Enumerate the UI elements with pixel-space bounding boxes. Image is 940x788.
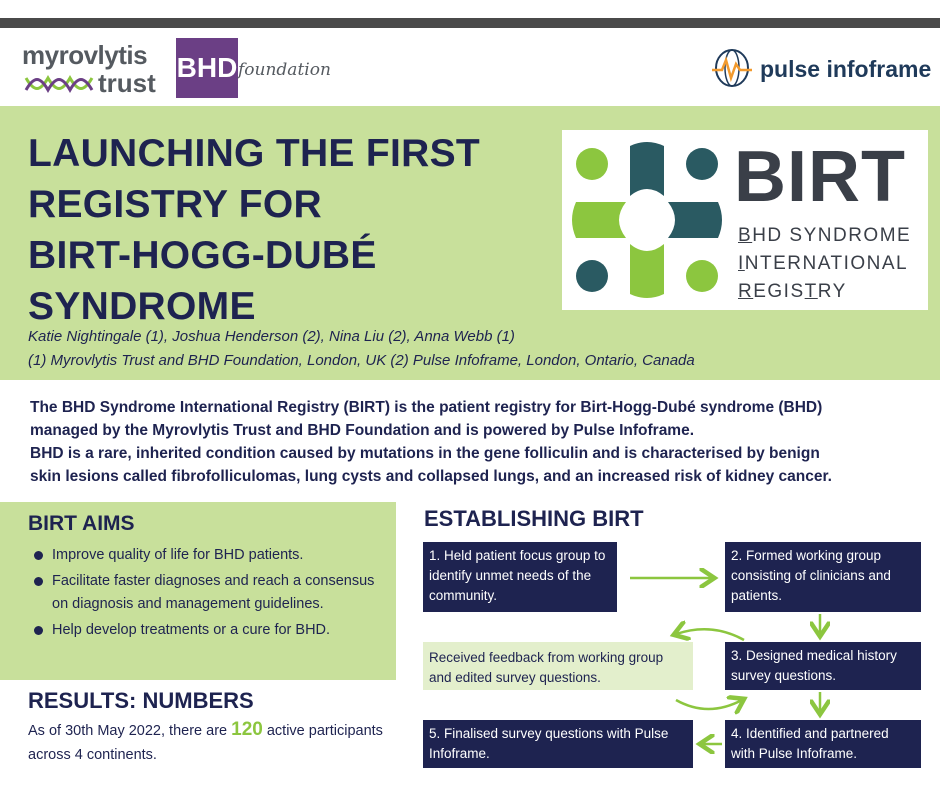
aims-heading: BIRT AIMS: [28, 512, 135, 535]
results-text: [28, 718, 388, 767]
intro-line: managed by the Myrovlytis Trust and BHD Foundation and is powered by Pulse Infoframe.: [30, 422, 695, 439]
intro-line: skin lesions called fibrofolliculomas, lung cysts and collapsed lungs, and an increased risk of kidney cancer.: [30, 468, 832, 485]
dna-icon: [24, 74, 94, 94]
poster-title: [28, 128, 548, 332]
step-3-box: 3. Designed medical history survey questions.: [725, 642, 921, 690]
step-2-box: 2. Formed working group consisting of clinicians and patients.: [725, 542, 921, 612]
aims-list: [32, 544, 392, 645]
myrovlytis-trust-word: trust: [98, 68, 156, 98]
myrovlytis-trust-logo: [22, 38, 167, 98]
bhd-foundation-word: foundation: [238, 60, 331, 80]
aims-list-item: Facilitate faster diagnoses and reach a consensus on diagnosis and management guidelines.: [32, 570, 392, 616]
birt-logo: [562, 130, 928, 310]
arrow-step3-to-feedback: [676, 629, 744, 640]
results-text-after: active participants across 4 continents.: [28, 723, 383, 763]
feedback-box: Received feedback from working group and edited survey questions.: [423, 642, 693, 690]
birt-name-line-2: INTERNATIONAL: [738, 253, 909, 274]
title-line: REGISTRY FOR: [28, 183, 322, 226]
participant-count: 120: [231, 719, 263, 740]
birt-wordmark: BIRT: [734, 137, 906, 217]
pulse-infoframe-wordmark: pulse infoframe: [760, 56, 932, 82]
step-5-box: 5. Finalised survey questions with Pulse Infoframe.: [423, 720, 693, 768]
affiliations-line: (1) Myrovlytis Trust and BHD Foundation, London, UK (2) Pulse Infoframe, London, Ontario, Canada: [28, 352, 695, 369]
intro-line: The BHD Syndrome International Registry (BIRT) is the patient registry for Birt-Hogg-Dubé syndrome (BHD): [30, 399, 823, 416]
results-heading: RESULTS: NUMBERS: [28, 688, 254, 713]
myrovlytis-name: myrovlytis: [22, 40, 148, 70]
step-1-box: 1. Held patient focus group to identify unmet needs of the community.: [423, 542, 617, 612]
title-line: LAUNCHING THE FIRST: [28, 132, 481, 175]
intro-line: BHD is a rare, inherited condition caused by mutations in the gene folliculin and is characterised by benign: [30, 445, 820, 462]
top-border-bar: [0, 18, 940, 28]
intro-paragraph: [30, 396, 930, 488]
authors-line: Katie Nightingale (1), Joshua Henderson (2), Nina Liu (2), Anna Webb (1): [28, 328, 515, 345]
establishing-heading: ESTABLISHING BIRT: [424, 506, 644, 531]
arrow-feedback-to-step3: [676, 700, 742, 709]
birt-name-line-3: REGISTRY: [738, 281, 847, 302]
title-line: BIRT-HOGG-DUBÉ: [28, 234, 377, 277]
pulse-infoframe-logo: [710, 46, 940, 90]
birt-cross-icon: [572, 142, 722, 298]
bhd-foundation-logo: BHD: [176, 38, 238, 98]
aims-list-item: Improve quality of life for BHD patients.: [32, 544, 392, 567]
aims-list-item: Help develop treatments or a cure for BHD.: [32, 619, 392, 642]
step-4-box: 4. Identified and partnered with Pulse Infoframe.: [725, 720, 921, 768]
results-text-before: As of 30th May 2022, there are: [28, 723, 232, 739]
birt-full-name: [738, 222, 911, 306]
pulse-globe-icon: [710, 46, 754, 90]
birt-name-line-1: BHD SYNDROME: [738, 225, 912, 246]
title-line: SYNDROME: [28, 285, 256, 328]
